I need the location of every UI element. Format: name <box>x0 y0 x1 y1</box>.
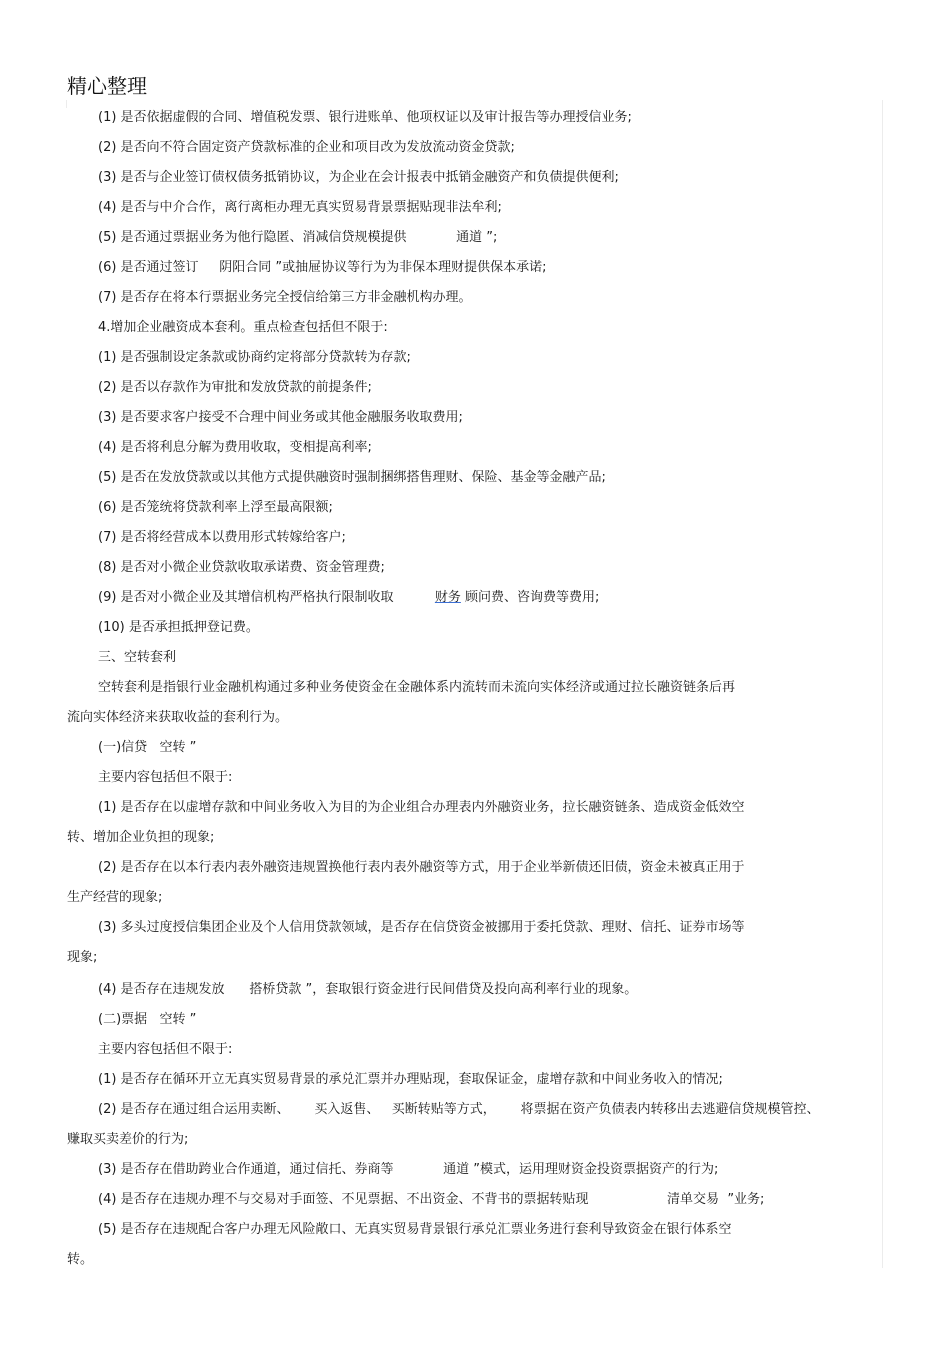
paragraph-line: (4) 是否将利息分解为费用收取，变相提高利率; <box>98 440 372 455</box>
paragraph-line: (4) 是否存在违规办理不与交易对手面签、不见票据、不出资金、不背书的票据转贴现 清单交易 ”业务; <box>98 1192 765 1207</box>
paragraph-line: (3) 是否与企业签订债权债务抵销协议，为企业在会计报表中抵销金融资产和负债提供便利; <box>98 170 619 185</box>
paragraph-line: (3) 是否存在借助跨业合作通道，通过信托、券商等 通道 ”模式，运用理财资金投资票据资产的行为; <box>98 1162 719 1177</box>
paragraph-line: (7) 是否存在将本行票据业务完全授信给第三方非金融机构办理。 <box>98 290 472 305</box>
paragraph-line: (2) 是否向不符合固定资产贷款标准的企业和项目改为发放流动资金贷款; <box>98 140 515 155</box>
paragraph-line-text: (9) 是否对小微企业及其增信机构严格执行限制收取 <box>98 590 435 605</box>
paragraph-line: 主要内容包括但不限于: <box>98 770 233 785</box>
paragraph-line: (5) 是否在发放贷款或以其他方式提供融资时强制捆绑搭售理财、保险、基金等金融产品; <box>98 470 606 485</box>
paragraph-line: (5) 是否通过票据业务为他行隐匿、消减信贷规模提供 通道 ”; <box>98 230 498 245</box>
left-border-line <box>66 100 67 108</box>
paragraph-line: (1) 是否强制设定条款或协商约定将部分贷款转为存款; <box>98 350 411 365</box>
section-heading: 4.增加企业融资成本套利。重点检查包括但不限于: <box>98 320 388 335</box>
paragraph-line: (8) 是否对小微企业贷款收取承诺费、资金管理费; <box>98 560 385 575</box>
paragraph-line-tail: 顾问费、咨询费等费用; <box>460 590 600 605</box>
paragraph-line: (6) 是否通过签订 阴阳合同 ”或抽屉协议等行为为非保本理财提供保本承诺; <box>98 260 547 275</box>
paragraph-line: (1) 是否存在循环开立无真实贸易背景的承兑汇票并办理贴现，套取保证金，虚增存款和中间业务收入的情况; <box>98 1072 723 1087</box>
subsection-heading: (二)票据 空转 ” <box>98 1012 197 1027</box>
paragraph-line: 转、增加企业负担的现象; <box>67 830 215 845</box>
paragraph-line <box>98 590 599 606</box>
finance-link[interactable]: 财务 <box>434 590 461 605</box>
paragraph-line: (5) 是否存在违规配合客户办理无风险敞口、无真实贸易背景银行承兑汇票业务进行套利导致资金在银行体系空 <box>98 1222 732 1237</box>
paragraph-line: (7) 是否将经营成本以费用形式转嫁给客户; <box>98 530 346 545</box>
subsection-heading: (一)信贷 空转 ” <box>98 740 197 755</box>
paragraph-line: (3) 是否要求客户接受不合理中间业务或其他金融服务收取费用; <box>98 410 463 425</box>
paragraph-line: 主要内容包括但不限于: <box>98 1042 233 1057</box>
paragraph-line: 流向实体经济来获取收益的套利行为。 <box>67 710 289 725</box>
paragraph-line: (3) 多头过度授信集团企业及个人信用贷款领域，是否存在信贷资金被挪用于委托贷款、理财、信托、证券市场等 <box>98 920 745 935</box>
paragraph-line: (2) 是否存在以本行表内表外融资违规置换他行表内表外融资等方式，用于企业举新债还旧债，资金未被真正用于 <box>98 860 745 875</box>
paragraph-line: (4) 是否存在违规发放 搭桥贷款 ”，套取银行资金进行民间借贷及投向高利率行业的现象。 <box>98 982 638 997</box>
paragraph-line: 转。 <box>67 1252 94 1267</box>
paragraph-line: (2) 是否以存款作为审批和发放贷款的前提条件; <box>98 380 372 395</box>
paragraph-line: 现象; <box>67 950 98 965</box>
right-border-line <box>882 100 883 1268</box>
paragraph-line: (4) 是否与中介合作，离行离柜办理无真实贸易背景票据贴现非法牟利; <box>98 200 502 215</box>
paragraph-line: 生产经营的现象; <box>67 890 163 905</box>
paragraph-line: (1) 是否依据虚假的合同、增值税发票、银行进账单、他项权证以及审计报告等办理授信业务; <box>98 110 632 125</box>
paragraph-line: (2) 是否存在通过组合运用卖断、 买入返售、 买断转贴等方式， 将票据在资产负债表内转移出去逃避信贷规模管控、 <box>98 1102 820 1117</box>
paragraph-line: (1) 是否存在以虚增存款和中间业务收入为目的为企业组合办理表内外融资业务，拉长融资链条、造成资金低效空 <box>98 800 745 815</box>
paragraph-line: (6) 是否笼统将贷款利率上浮至最高限额; <box>98 500 333 515</box>
paragraph-line: 空转套利是指银行业金融机构通过多种业务使资金在金融体系内流转而未流向实体经济或通过拉长融资链条后再 <box>98 680 736 695</box>
section-heading: 三、空转套利 <box>98 650 177 665</box>
paragraph-line: 赚取买卖差价的行为; <box>67 1132 189 1147</box>
paragraph-line: (10) 是否承担抵押登记费。 <box>98 620 259 635</box>
page-header: 精心整理 <box>67 74 147 98</box>
